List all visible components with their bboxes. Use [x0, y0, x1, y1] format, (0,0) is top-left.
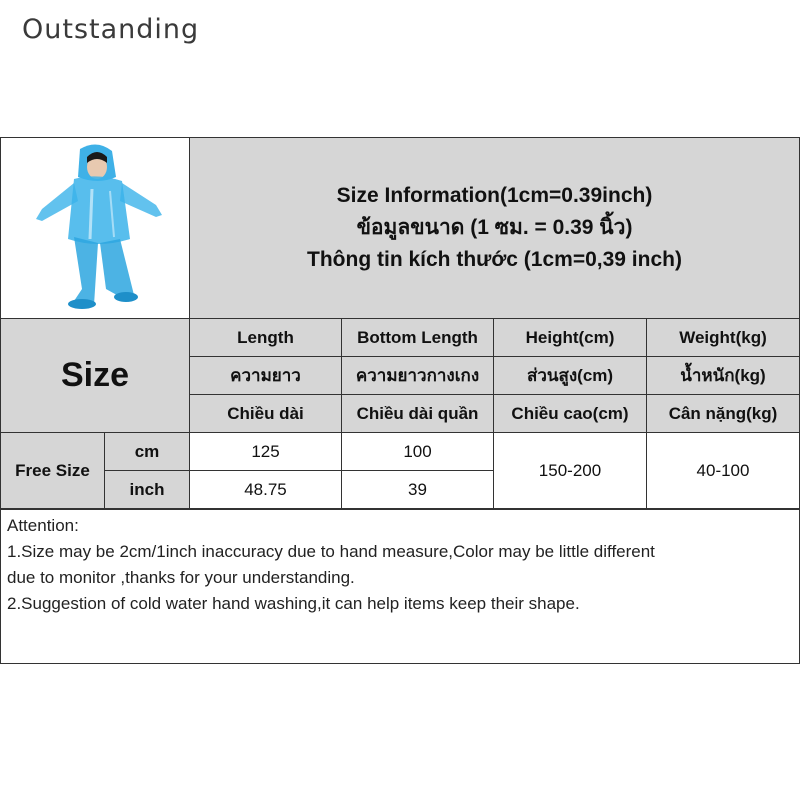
col-length-th: ความยาว	[189, 356, 342, 395]
col-length-en: Length	[189, 318, 342, 357]
size-chart	[0, 137, 800, 664]
title-thai: ข้อมูลขนาด (1 ซม. = 0.39 นิ้ว)	[356, 216, 633, 239]
notes-line-1: 1.Size may be 2cm/1inch inaccuracy due to hand measure,Color may be little different	[7, 542, 655, 561]
notes-title: Attention:	[7, 516, 79, 535]
notes-line-2: 2.Suggestion of cold water hand washing,it can help items keep their shape.	[7, 594, 580, 613]
col-weight-th: น้ำหนัก(kg)	[646, 356, 800, 395]
value-length-inch: 48.75	[189, 470, 342, 509]
title-vietnamese: Thông tin kích thước (1cm=0,39 inch)	[307, 248, 682, 271]
col-weight-en: Weight(kg)	[646, 318, 800, 357]
col-weight-vi: Cân nặng(kg)	[646, 394, 800, 433]
value-length-cm: 125	[189, 432, 342, 471]
product-photo-cell	[0, 137, 190, 319]
raincoat-photo	[2, 139, 190, 319]
value-bottom-cm: 100	[341, 432, 494, 471]
unit-inch: inch	[104, 470, 190, 509]
attention-notes	[0, 509, 800, 664]
col-bottom-vi: Chiều dài quần	[341, 394, 494, 433]
col-bottom-th: ความยาวกางเกง	[341, 356, 494, 395]
title-english: Size Information(1cm=0.39inch)	[336, 184, 653, 207]
unit-cm: cm	[104, 432, 190, 471]
value-height: 150-200	[493, 432, 647, 509]
row-free-size: Free Size	[0, 432, 105, 509]
col-bottom-en: Bottom Length	[341, 318, 494, 357]
size-info-title	[189, 137, 800, 319]
col-height-en: Height(cm)	[493, 318, 647, 357]
col-length-vi: Chiều dài	[189, 394, 342, 433]
size-header: Size	[0, 318, 190, 433]
col-height-th: ส่วนสูง(cm)	[493, 356, 647, 395]
value-weight: 40-100	[646, 432, 800, 509]
col-height-vi: Chiều cao(cm)	[493, 394, 647, 433]
brand-name: Outstanding	[22, 14, 200, 45]
value-bottom-inch: 39	[341, 470, 494, 509]
notes-line-1b: due to monitor ,thanks for your understanding.	[7, 568, 355, 587]
